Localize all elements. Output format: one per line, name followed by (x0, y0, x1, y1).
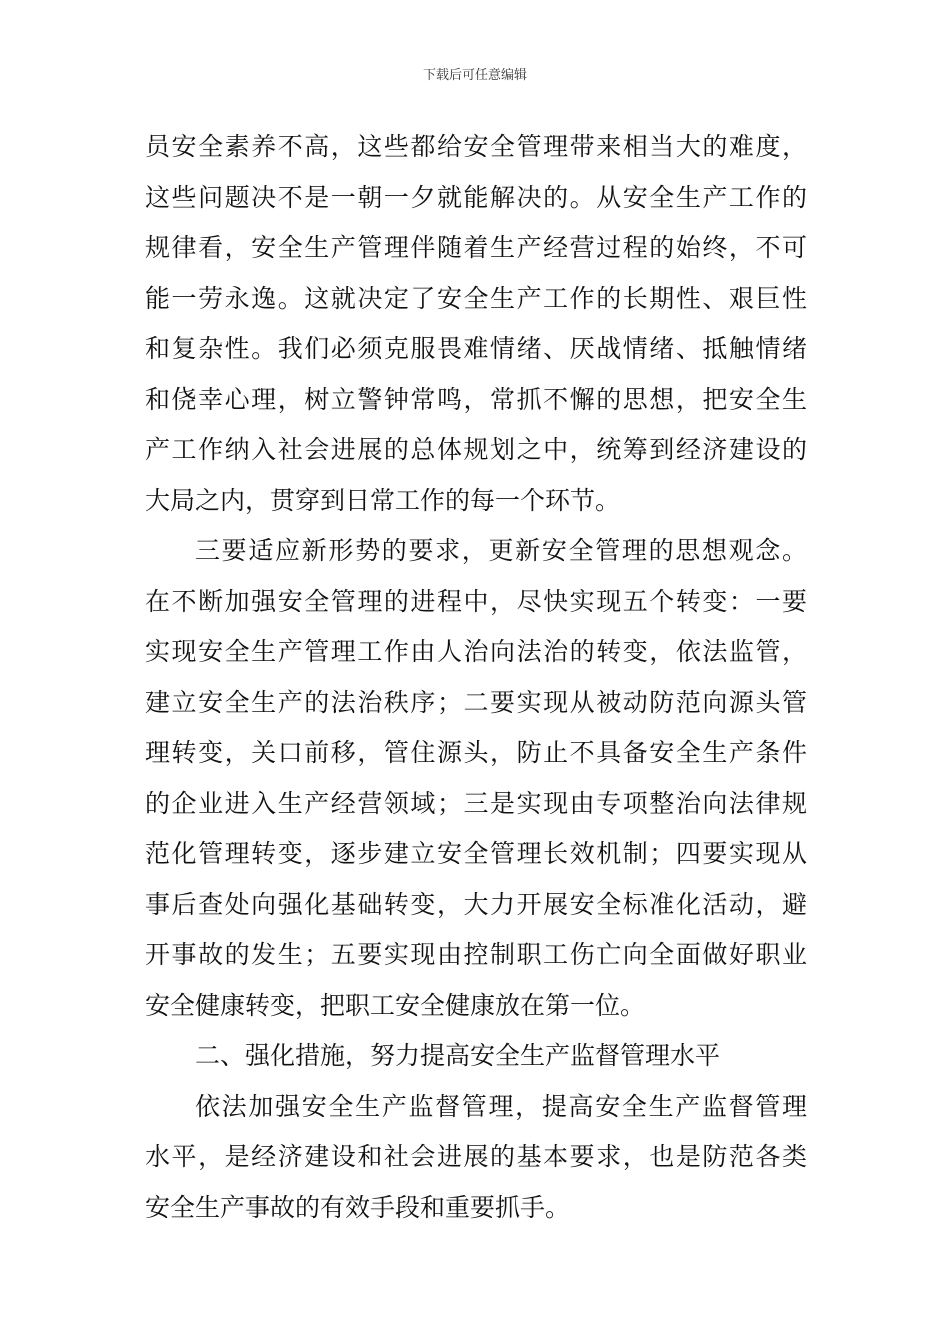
text-line: 事后查处向强化基础转变，大力开展安全标准化活动，避 (145, 889, 807, 919)
text-line: 和侥幸心理，树立警钟常鸣，常抓不懈的思想，把安全生 (145, 384, 807, 414)
text-line: 的企业进入生产经营领域；三是实现由专项整治向法律规 (145, 788, 807, 818)
page-header: 下载后可任意编辑 (422, 68, 527, 83)
text-line: 安全生产事故的有效手段和重要抓手。 (145, 1192, 571, 1222)
text-line: 二、强化措施，努力提高安全生产监督管理水平 (195, 1041, 721, 1070)
text-line: 建立安全生产的法治秩序；二要实现从被动防范向源头管 (145, 687, 807, 717)
text-line: 这些问题决不是一朝一夕就能解决的。从安全生产工作的 (145, 182, 807, 212)
text-line: 水平，是经济建设和社会进展的基本要求，也是防范各类 (145, 1142, 807, 1171)
text-line: 在不断加强安全管理的进程中，尽快实现五个转变：一要 (145, 586, 807, 616)
text-line: 安全健康转变，把职工安全健康放在第一位。 (145, 990, 646, 1020)
text-line: 范化管理转变，逐步建立安全管理长效机制；四要实现从 (145, 839, 807, 868)
text-line: 大局之内，贯穿到日常工作的每一个环节。 (145, 485, 621, 515)
text-line: 能一劳永逸。这就决定了安全生产工作的长期性、艰巨性 (145, 283, 807, 313)
text-line: 实现安全生产管理工作由人治向法治的转变，依法监管， (145, 637, 807, 666)
text-line: 开事故的发生；五要实现由控制职工伤亡向全面做好职业 (145, 940, 807, 969)
text-line: 依法加强安全生产监督管理，提高安全生产监督管理 (195, 1091, 807, 1121)
text-line: 员安全素养不高，这些都给安全管理带来相当大的难度， (145, 132, 807, 161)
document-body (145, 122, 807, 1233)
text-line: 规律看，安全生产管理伴随着生产经营过程的始终，不可 (145, 233, 807, 262)
text-line: 和复杂性。我们必须克服畏难情绪、厌战情绪、抵触情绪 (145, 334, 807, 363)
text-line: 产工作纳入社会进展的总体规划之中，统筹到经济建设的 (145, 435, 807, 464)
text-line: 三要适应新形势的要求，更新安全管理的思想观念。 (195, 536, 807, 565)
text-line: 理转变，关口前移，管住源头，防止不具备安全生产条件 (145, 738, 807, 767)
